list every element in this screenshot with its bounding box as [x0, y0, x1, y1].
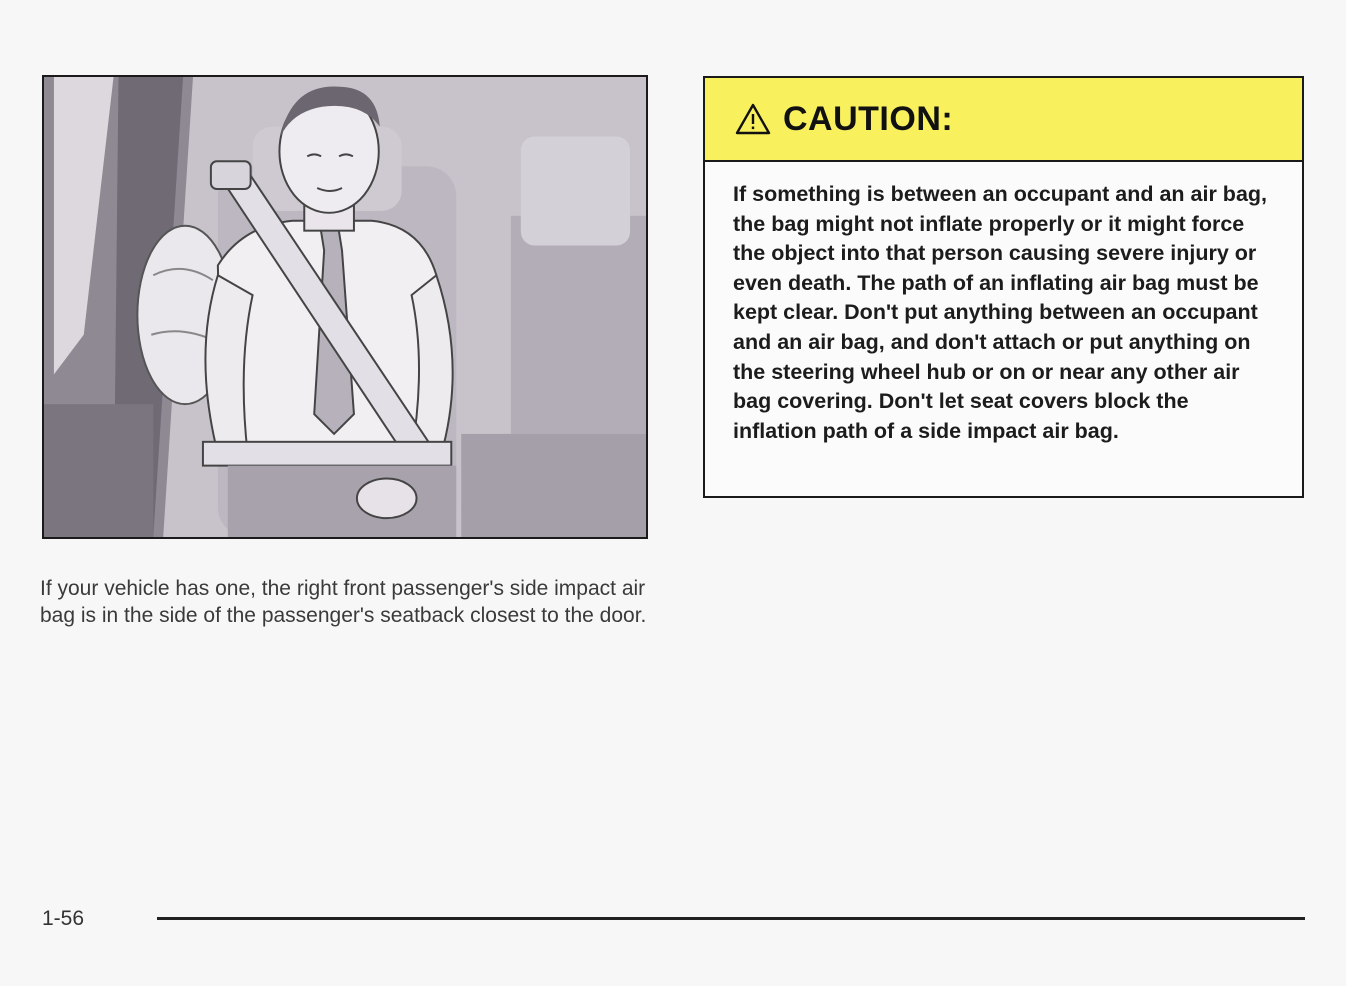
caution-header	[705, 78, 1302, 162]
footer-rule	[157, 917, 1305, 920]
passenger-airbag-illustration	[42, 75, 648, 539]
caution-box	[703, 76, 1304, 498]
caution-title: CAUTION:	[783, 99, 954, 138]
figure-caption: If your vehicle has one, the right front passenger's side impact air bag is in the side of the passenger's seatback closest to the door.	[40, 577, 647, 627]
warning-triangle-icon	[735, 103, 771, 135]
page-number: 1-56	[42, 907, 85, 930]
caution-text: If something is between an occupant and an air bag, the bag might not inflate properly or it might force the object into that person causing severe injury or even death. The path of an inflating air bag must be kept clear. Don't put anything between an occupant and an air bag, and don't attach or put anything on the steering wheel hub or on or near any other air bag covering. Don't let seat covers block the inflation path of a side impact air bag.	[733, 182, 1268, 443]
illustration-graphic	[44, 77, 646, 537]
